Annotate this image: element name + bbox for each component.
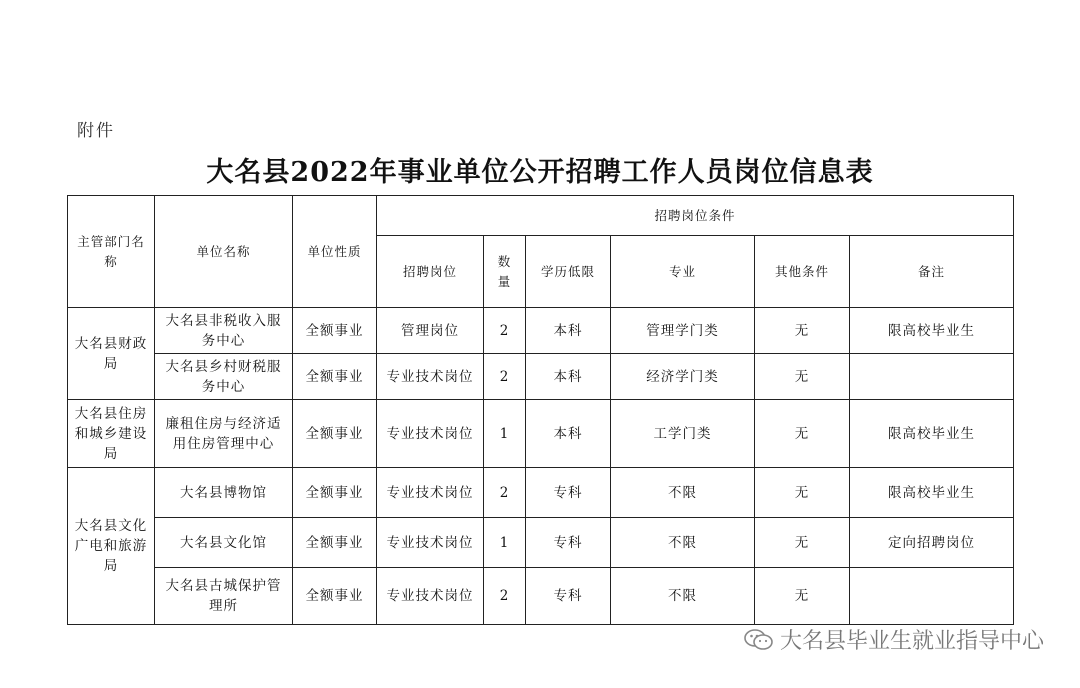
other-cell: 无 — [755, 354, 850, 400]
remarks-cell — [850, 354, 1014, 400]
quantity-cell: 1 — [484, 518, 526, 568]
education-cell: 专科 — [526, 568, 611, 625]
unit-name-cell: 大名县乡村财税服务中心 — [155, 354, 293, 400]
position-info-table — [67, 195, 1014, 625]
unit-nature-cell: 全额事业 — [293, 400, 377, 468]
quantity-cell: 2 — [484, 354, 526, 400]
major-cell: 管理学门类 — [611, 308, 755, 354]
header-quantity: 数量 — [484, 236, 526, 308]
watermark — [744, 624, 1044, 655]
unit-name-cell: 大名县博物馆 — [155, 468, 293, 518]
position-cell: 专业技术岗位 — [377, 518, 484, 568]
remarks-cell: 限高校毕业生 — [850, 468, 1014, 518]
major-cell: 不限 — [611, 568, 755, 625]
education-cell: 专科 — [526, 518, 611, 568]
table-row — [68, 568, 1014, 625]
department-cell: 大名县住房和城乡建设局 — [68, 400, 155, 468]
remarks-cell: 定向招聘岗位 — [850, 518, 1014, 568]
education-cell: 本科 — [526, 308, 611, 354]
unit-name-cell: 大名县文化馆 — [155, 518, 293, 568]
major-cell: 经济学门类 — [611, 354, 755, 400]
unit-nature-cell: 全额事业 — [293, 518, 377, 568]
unit-name-cell: 大名县非税收入服务中心 — [155, 308, 293, 354]
quantity-cell: 2 — [484, 468, 526, 518]
other-cell: 无 — [755, 308, 850, 354]
other-cell: 无 — [755, 568, 850, 625]
header-other-conditions: 其他条件 — [755, 236, 850, 308]
quantity-cell: 1 — [484, 400, 526, 468]
major-cell: 不限 — [611, 468, 755, 518]
quantity-cell: 2 — [484, 568, 526, 625]
header-unit-nature: 单位性质 — [293, 196, 377, 308]
table-row — [68, 400, 1014, 468]
attachment-label: 附件 — [77, 121, 115, 141]
unit-nature-cell: 全额事业 — [293, 468, 377, 518]
education-cell: 本科 — [526, 400, 611, 468]
watermark-text: 大名县毕业生就业指导中心 — [779, 629, 1044, 654]
position-cell: 专业技术岗位 — [377, 568, 484, 625]
document-title: 大名县2022年事业单位公开招聘工作人员岗位信息表 — [206, 157, 874, 188]
unit-nature-cell: 全额事业 — [293, 354, 377, 400]
header-unit-name: 单位名称 — [155, 196, 293, 308]
department-cell: 大名县文化广电和旅游局 — [68, 468, 155, 625]
other-cell: 无 — [755, 518, 850, 568]
header-remarks: 备注 — [850, 236, 1014, 308]
header-position: 招聘岗位 — [377, 236, 484, 308]
header-conditions-group: 招聘岗位条件 — [377, 196, 1014, 236]
position-cell: 专业技术岗位 — [377, 400, 484, 468]
table-row — [68, 518, 1014, 568]
major-cell: 工学门类 — [611, 400, 755, 468]
wechat-icon — [744, 628, 774, 652]
header-education: 学历低限 — [526, 236, 611, 308]
header-row — [68, 196, 1014, 236]
table-row — [68, 308, 1014, 354]
other-cell: 无 — [755, 468, 850, 518]
position-cell: 专业技术岗位 — [377, 354, 484, 400]
position-cell: 管理岗位 — [377, 308, 484, 354]
position-cell: 专业技术岗位 — [377, 468, 484, 518]
major-cell: 不限 — [611, 518, 755, 568]
remarks-cell: 限高校毕业生 — [850, 308, 1014, 354]
quantity-cell: 2 — [484, 308, 526, 354]
table-row — [68, 354, 1014, 400]
table-row — [68, 468, 1014, 518]
unit-nature-cell: 全额事业 — [293, 568, 377, 625]
header-department: 主管部门名称 — [68, 196, 155, 308]
department-cell: 大名县财政局 — [68, 308, 155, 400]
education-cell: 本科 — [526, 354, 611, 400]
header-major: 专业 — [611, 236, 755, 308]
unit-name-cell: 廉租住房与经济适用住房管理中心 — [155, 400, 293, 468]
unit-nature-cell: 全额事业 — [293, 308, 377, 354]
remarks-cell — [850, 568, 1014, 625]
remarks-cell: 限高校毕业生 — [850, 400, 1014, 468]
unit-name-cell: 大名县古城保护管理所 — [155, 568, 293, 625]
education-cell: 专科 — [526, 468, 611, 518]
other-cell: 无 — [755, 400, 850, 468]
